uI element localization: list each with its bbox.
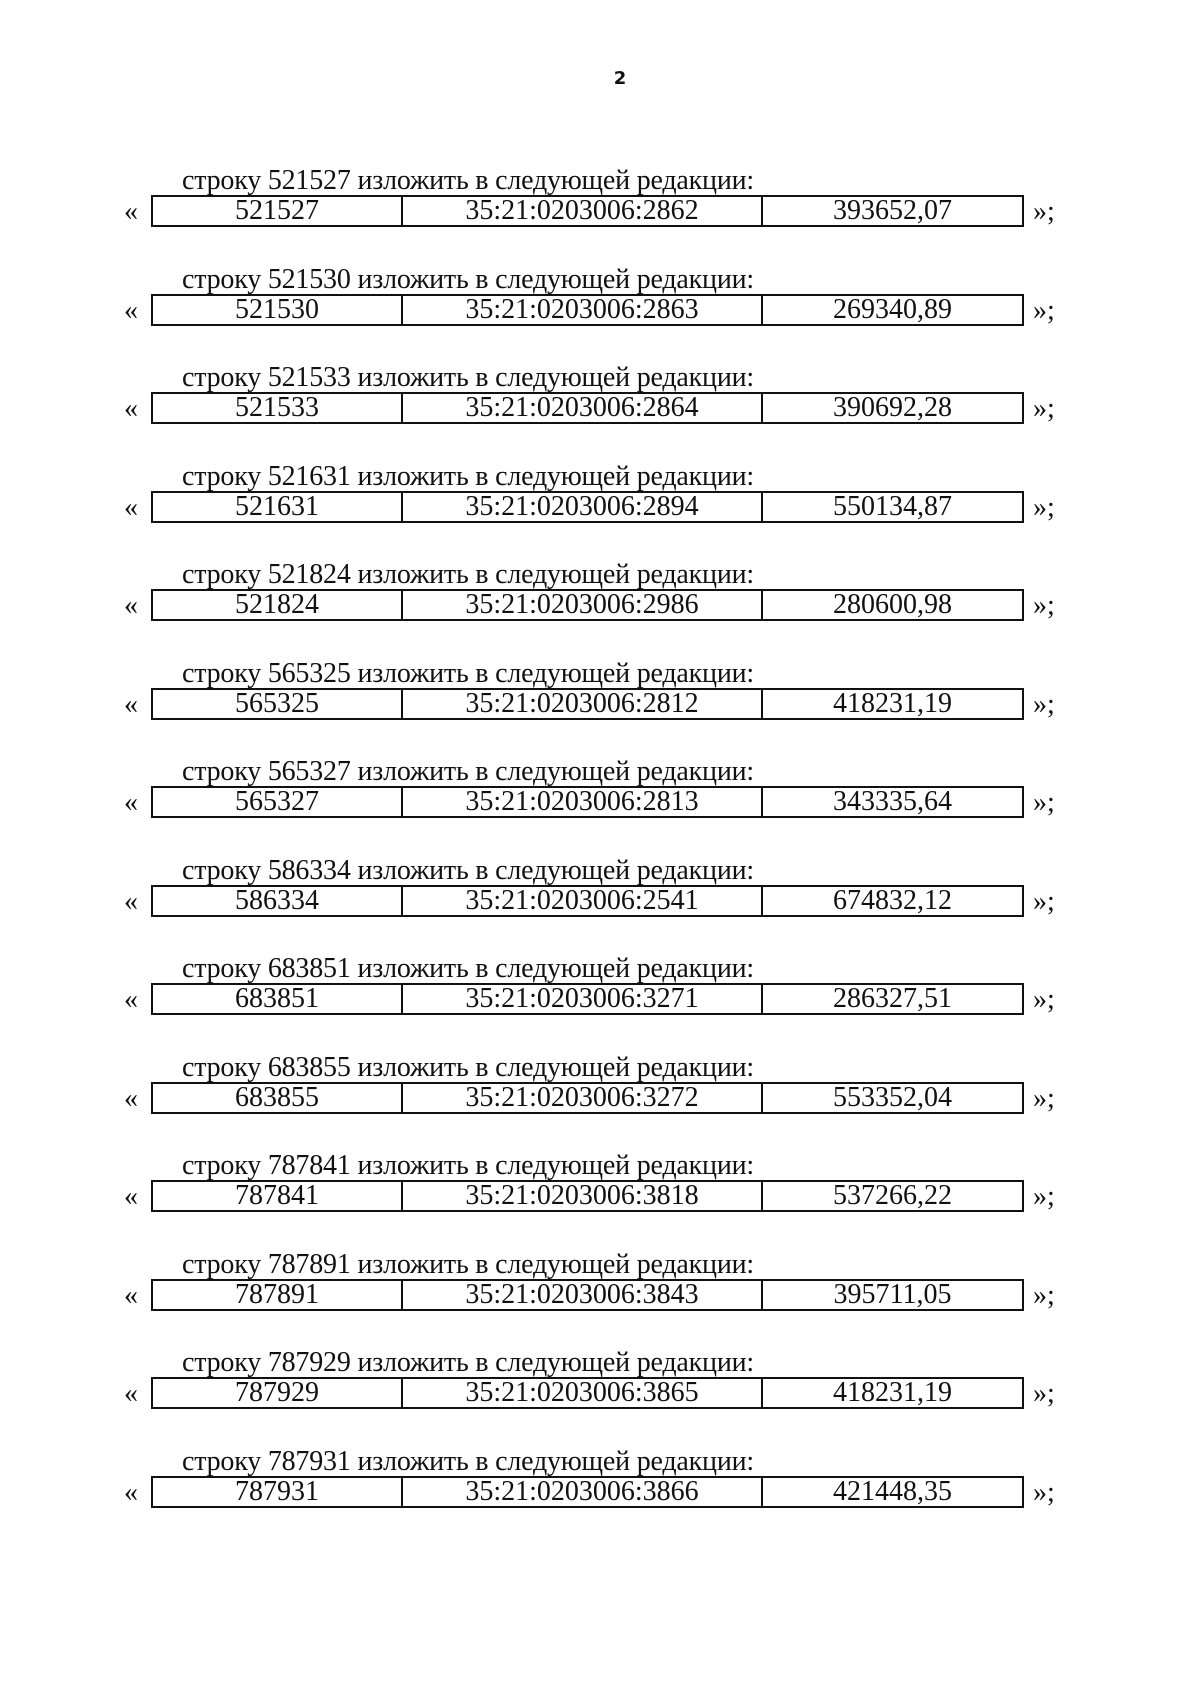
closing-quote: »; — [1033, 196, 1055, 227]
cadastral-value-cell: 537266,22 — [833, 1182, 952, 1210]
closing-quote: »; — [1033, 787, 1055, 818]
amendment-entry — [0, 1047, 1200, 1146]
cadastral-value-cell: 550134,87 — [833, 492, 952, 521]
instruction-row-number: 521631 — [267, 460, 351, 492]
instruction-prefix: строку — [182, 362, 262, 393]
amendment-instruction — [182, 1349, 754, 1377]
closing-quote: »; — [1033, 491, 1055, 523]
cadastral-number-cell: 35:21:0203006:3818 — [403, 1182, 763, 1210]
amendment-instruction — [182, 167, 754, 195]
table-row — [151, 1377, 1024, 1409]
instruction-suffix: изложить в следующей редакции: — [357, 362, 754, 393]
closing-quote: »; — [1033, 1378, 1055, 1409]
instruction-suffix: изложить в следующей редакции: — [357, 559, 754, 590]
opening-quote: « — [124, 885, 138, 917]
opening-quote: « — [124, 984, 138, 1015]
amendment-instruction — [182, 1445, 754, 1477]
instruction-row-number: 565327 — [267, 756, 351, 787]
opening-quote: « — [124, 393, 138, 424]
amendment-entry — [0, 751, 1200, 850]
instruction-prefix: строку — [182, 1051, 262, 1083]
instruction-row-number: 521530 — [267, 263, 351, 295]
row-number-cell: 787841 — [153, 1182, 403, 1210]
instruction-prefix: строку — [182, 460, 262, 492]
closing-quote: »; — [1033, 294, 1055, 326]
closing-quote: »; — [1033, 590, 1055, 621]
instruction-prefix: строку — [182, 1347, 262, 1378]
amendment-instruction — [182, 854, 754, 886]
amendment-instruction — [182, 1152, 754, 1180]
instruction-row-number: 787841 — [267, 1150, 351, 1181]
cadastral-value-cell: 418231,19 — [833, 1379, 952, 1407]
closing-quote: »; — [1033, 1279, 1055, 1311]
instruction-suffix: изложить в следующей редакции: — [357, 1248, 754, 1280]
row-number-cell: 521631 — [153, 493, 403, 521]
instruction-row-number: 565325 — [267, 657, 351, 689]
cadastral-value-cell: 553352,04 — [833, 1083, 952, 1112]
cadastral-value-cell: 395711,05 — [833, 1280, 952, 1309]
instruction-prefix: строку — [182, 854, 262, 886]
cadastral-value-cell: 343335,64 — [833, 788, 952, 816]
row-number-cell: 565325 — [153, 690, 403, 718]
cadastral-number-cell: 35:21:0203006:3865 — [403, 1379, 763, 1407]
opening-quote: « — [124, 590, 138, 621]
amendment-entry — [0, 456, 1200, 555]
closing-quote: »; — [1033, 1082, 1055, 1114]
amendment-entry — [0, 850, 1200, 949]
instruction-prefix: строку — [182, 1248, 262, 1280]
cadastral-value-cell: 421448,35 — [833, 1477, 952, 1506]
cadastral-number-cell: 35:21:0203006:2863 — [403, 296, 763, 324]
opening-quote: « — [124, 1279, 138, 1311]
cadastral-value-cell: 418231,19 — [833, 689, 952, 718]
amendment-entry — [0, 554, 1200, 653]
cadastral-value-cell: 393652,07 — [833, 197, 952, 225]
amendment-instruction — [182, 758, 754, 786]
instruction-suffix: изложить в следующей редакции: — [357, 854, 754, 886]
instruction-row-number: 521527 — [267, 165, 351, 196]
opening-quote: « — [124, 1082, 138, 1114]
amendment-entry — [0, 1441, 1200, 1540]
instruction-row-number: 521533 — [267, 362, 351, 393]
amendment-instruction — [182, 460, 754, 492]
instruction-suffix: изложить в следующей редакции: — [357, 1347, 754, 1378]
row-number-cell: 683855 — [153, 1084, 403, 1112]
amendment-entry — [0, 1145, 1200, 1244]
closing-quote: »; — [1033, 688, 1055, 720]
amendment-instruction — [182, 1248, 754, 1280]
instruction-suffix: изложить в следующей редакции: — [357, 263, 754, 295]
instruction-suffix: изложить в следующей редакции: — [357, 460, 754, 492]
table-row-line — [0, 1082, 1200, 1114]
table-row — [151, 195, 1024, 227]
instruction-suffix: изложить в следующей редакции: — [357, 1445, 754, 1477]
amendment-list — [0, 160, 1200, 1539]
table-row-line — [0, 392, 1200, 424]
opening-quote: « — [124, 491, 138, 523]
opening-quote: « — [124, 1378, 138, 1409]
amendment-entry — [0, 948, 1200, 1047]
amendment-entry — [0, 1244, 1200, 1343]
row-number-cell: 521527 — [153, 197, 403, 225]
table-row-line — [0, 491, 1200, 523]
instruction-prefix: строку — [182, 953, 262, 984]
cadastral-value-cell: 674832,12 — [833, 886, 952, 915]
instruction-suffix: изложить в следующей редакции: — [357, 657, 754, 689]
table-row-line — [0, 1476, 1200, 1508]
cadastral-value-cell: 390692,28 — [833, 394, 952, 422]
cadastral-number-cell: 35:21:0203006:3866 — [403, 1478, 763, 1506]
instruction-prefix: строку — [182, 756, 262, 787]
opening-quote: « — [124, 294, 138, 326]
instruction-row-number: 787931 — [267, 1445, 351, 1477]
table-row-line — [0, 589, 1200, 621]
table-row — [151, 1082, 1024, 1114]
closing-quote: »; — [1033, 393, 1055, 424]
table-row-line — [0, 294, 1200, 326]
amendment-instruction — [182, 657, 754, 689]
instruction-suffix: изложить в следующей редакции: — [357, 1150, 754, 1181]
cadastral-value-cell: 280600,98 — [833, 591, 952, 619]
cadastral-value-cell: 269340,89 — [833, 295, 952, 324]
opening-quote: « — [124, 787, 138, 818]
table-row-line — [0, 688, 1200, 720]
cadastral-value-cell: 286327,51 — [833, 985, 952, 1013]
closing-quote: »; — [1033, 1476, 1055, 1508]
table-row — [151, 885, 1024, 917]
amendment-instruction — [182, 955, 754, 983]
table-row — [151, 786, 1024, 818]
instruction-row-number: 683851 — [267, 953, 351, 984]
cadastral-number-cell: 35:21:0203006:2862 — [403, 197, 763, 225]
row-number-cell: 787891 — [153, 1281, 403, 1309]
cadastral-number-cell: 35:21:0203006:2864 — [403, 394, 763, 422]
table-row — [151, 589, 1024, 621]
cadastral-number-cell: 35:21:0203006:2812 — [403, 690, 763, 718]
instruction-row-number: 683855 — [267, 1051, 351, 1083]
closing-quote: »; — [1033, 885, 1055, 917]
table-row-line — [0, 983, 1200, 1015]
table-row — [151, 983, 1024, 1015]
table-row-line — [0, 1377, 1200, 1409]
instruction-prefix: строку — [182, 1445, 262, 1477]
instruction-row-number: 586334 — [267, 854, 351, 886]
cadastral-number-cell: 35:21:0203006:3843 — [403, 1281, 763, 1309]
amendment-instruction — [182, 561, 754, 589]
table-row — [151, 1476, 1024, 1508]
amendment-instruction — [182, 1051, 754, 1083]
instruction-suffix: изложить в следующей редакции: — [357, 953, 754, 984]
cadastral-number-cell: 35:21:0203006:2894 — [403, 493, 763, 521]
cadastral-number-cell: 35:21:0203006:3271 — [403, 985, 763, 1013]
instruction-row-number: 787891 — [267, 1248, 351, 1280]
row-number-cell: 586334 — [153, 887, 403, 915]
row-number-cell: 787929 — [153, 1379, 403, 1407]
amendment-instruction — [182, 263, 754, 295]
cadastral-number-cell: 35:21:0203006:2986 — [403, 591, 763, 619]
amendment-entry — [0, 1342, 1200, 1441]
table-row — [151, 688, 1024, 720]
amendment-entry — [0, 357, 1200, 456]
amendment-entry — [0, 653, 1200, 752]
table-row — [151, 491, 1024, 523]
opening-quote: « — [124, 688, 138, 720]
page-number: 2 — [613, 68, 627, 89]
row-number-cell: 565327 — [153, 788, 403, 816]
cadastral-number-cell: 35:21:0203006:2541 — [403, 887, 763, 915]
cadastral-number-cell: 35:21:0203006:2813 — [403, 788, 763, 816]
row-number-cell: 521824 — [153, 591, 403, 619]
instruction-suffix: изложить в следующей редакции: — [357, 165, 754, 196]
table-row — [151, 1180, 1024, 1212]
cadastral-number-cell: 35:21:0203006:3272 — [403, 1084, 763, 1112]
amendment-instruction — [182, 364, 754, 392]
instruction-row-number: 521824 — [267, 559, 351, 590]
instruction-suffix: изложить в следующей редакции: — [357, 1051, 754, 1083]
instruction-prefix: строку — [182, 657, 262, 689]
table-row — [151, 1279, 1024, 1311]
table-row-line — [0, 1279, 1200, 1311]
table-row-line — [0, 195, 1200, 227]
opening-quote: « — [124, 1476, 138, 1508]
table-row-line — [0, 786, 1200, 818]
row-number-cell: 521530 — [153, 296, 403, 324]
amendment-entry — [0, 160, 1200, 259]
instruction-row-number: 787929 — [267, 1347, 351, 1378]
table-row-line — [0, 1180, 1200, 1212]
opening-quote: « — [124, 1181, 138, 1212]
closing-quote: »; — [1033, 984, 1055, 1015]
amendment-entry — [0, 259, 1200, 358]
table-row — [151, 392, 1024, 424]
opening-quote: « — [124, 196, 138, 227]
instruction-suffix: изложить в следующей редакции: — [357, 756, 754, 787]
table-row-line — [0, 885, 1200, 917]
row-number-cell: 521533 — [153, 394, 403, 422]
row-number-cell: 683851 — [153, 985, 403, 1013]
instruction-prefix: строку — [182, 1150, 262, 1181]
row-number-cell: 787931 — [153, 1478, 403, 1506]
table-row — [151, 294, 1024, 326]
instruction-prefix: строку — [182, 165, 262, 196]
instruction-prefix: строку — [182, 559, 262, 590]
closing-quote: »; — [1033, 1181, 1055, 1212]
instruction-prefix: строку — [182, 263, 262, 295]
